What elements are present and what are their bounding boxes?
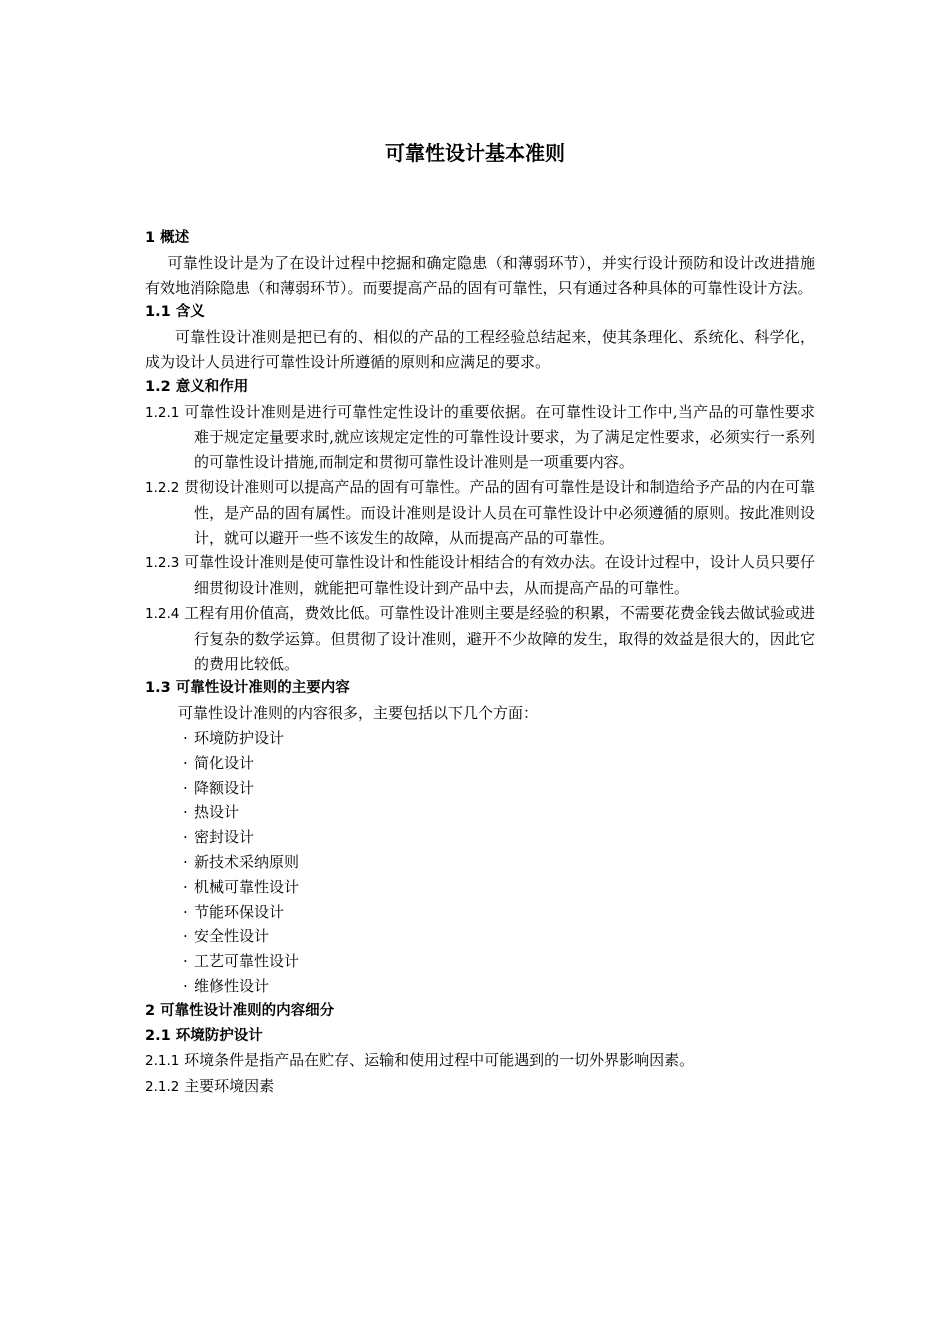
section-1-paragraph: 可靠性设计是为了在设计过程中挖掘和确定隐患（和薄弱环节），并实行设计预防和设计改进措施有效地消除隐患（和薄弱环节）。而要提高产品的固有可靠性，只有通过各种具体的可靠性设计方法。 — [145, 253, 815, 297]
item-text: 环境条件是指产品在贮存、运输和使用过程中可能遇到的一切外界影响因素。 — [184, 1051, 695, 1070]
numbered-item-2-1-1 — [145, 1048, 815, 1074]
section-heading-2: 2 可靠性设计准则的内容细分 — [145, 1002, 335, 1019]
bullet: · — [183, 778, 188, 797]
list-item: · 维修性设计 — [183, 974, 815, 999]
item-number: 1.2.2 — [145, 479, 180, 496]
list-item: · 新技术采纳原则 — [183, 850, 815, 875]
bullet: · — [183, 803, 188, 822]
item-text: 贯彻设计准则可以提高产品的固有可靠性。产品的固有可靠性是设计和制造给予产品的内在可靠性，是产品的固有属性。而设计准则是设计人员在可靠性设计中必须遵循的原则。按此准则设计，就可以避开一些不该发生的故障，从而提高产品的可靠性。 — [184, 477, 815, 547]
bullet: · — [183, 952, 188, 971]
document-body — [145, 226, 815, 1100]
section-1-1-paragraph: 可靠性设计准则是把已有的、相似的产品的工程经验总结起来，使其条理化、系统化、科学化，成为设计人员进行可靠性设计所遵循的原则和应满足的要求。 — [145, 328, 815, 371]
list-item: · 简化设计 — [183, 751, 815, 776]
list-item: · 节能环保设计 — [183, 900, 815, 925]
list-item: · 机械可靠性设计 — [183, 875, 815, 900]
numbered-item-1-2-4 — [145, 601, 815, 676]
bullet: · — [183, 753, 188, 772]
list-item: · 环境防护设计 — [183, 726, 815, 751]
list-item: · 热设计 — [183, 800, 815, 825]
bullet: · — [183, 728, 188, 747]
item-text: 可靠性设计准则是使可靠性设计和性能设计相结合的有效办法。在设计过程中，设计人员只要仔细贯彻设计准则，就能把可靠性设计到产品中去，从而提高产品的可靠性。 — [184, 553, 815, 598]
design-content-list — [145, 726, 815, 999]
section-heading-2-1: 2.1 环境防护设计 — [145, 1027, 263, 1044]
list-item: · 安全性设计 — [183, 924, 815, 949]
bullet: · — [183, 902, 188, 921]
section-heading-1-2: 1.2 意义和作用 — [145, 378, 249, 395]
numbered-item-1-2-1 — [145, 400, 815, 475]
item-text: 可靠性设计准则是进行可靠性定性设计的重要依据。在可靠性设计工作中,当产品的可靠性要求难于规定定量要求时,就应该规定定性的可靠性设计要求，为了满足定性要求，必须实行一系列的可靠性设计措施,而制定和贯彻可靠性设计准则是一项重要内容。 — [184, 402, 815, 472]
section-heading-1: 1 概述 — [145, 230, 190, 246]
bullet: · — [183, 877, 188, 896]
section-heading-1-1: 1.1 含义 — [145, 304, 205, 321]
numbered-item-1-2-2 — [145, 475, 815, 550]
bullet: · — [183, 828, 188, 847]
list-item: · 工艺可靠性设计 — [183, 949, 815, 974]
section-heading-1-3: 1.3 可靠性设计准则的主要内容 — [145, 680, 350, 697]
numbered-item-2-1-2 — [145, 1074, 815, 1100]
item-number: 1.2.4 — [145, 605, 180, 622]
item-number: 1.2.3 — [145, 555, 180, 572]
numbered-item-1-2-3 — [145, 550, 815, 601]
item-text: 工程有用价值高，费效比低。可靠性设计准则主要是经验的积累，不需要花费金钱去做试验或进行复杂的数学运算。但贯彻了设计准则，避开不少故障的发生，取得的效益是很大的，因此它的费用比较低。 — [184, 603, 815, 673]
item-number: 2.1.1 — [145, 1053, 180, 1070]
item-number: 1.2.1 — [145, 404, 180, 421]
item-number: 2.1.2 — [145, 1079, 180, 1096]
item-text: 主要环境因素 — [184, 1077, 275, 1096]
bullet: · — [183, 927, 188, 946]
section-1-3-intro: 可靠性设计准则的内容很多，主要包括以下几个方面： — [178, 704, 539, 723]
bullet: · — [183, 976, 188, 995]
document-title: 可靠性设计基本准则 — [385, 141, 565, 165]
list-item: · 降额设计 — [183, 776, 815, 801]
bullet: · — [183, 852, 188, 871]
list-item: · 密封设计 — [183, 825, 815, 850]
